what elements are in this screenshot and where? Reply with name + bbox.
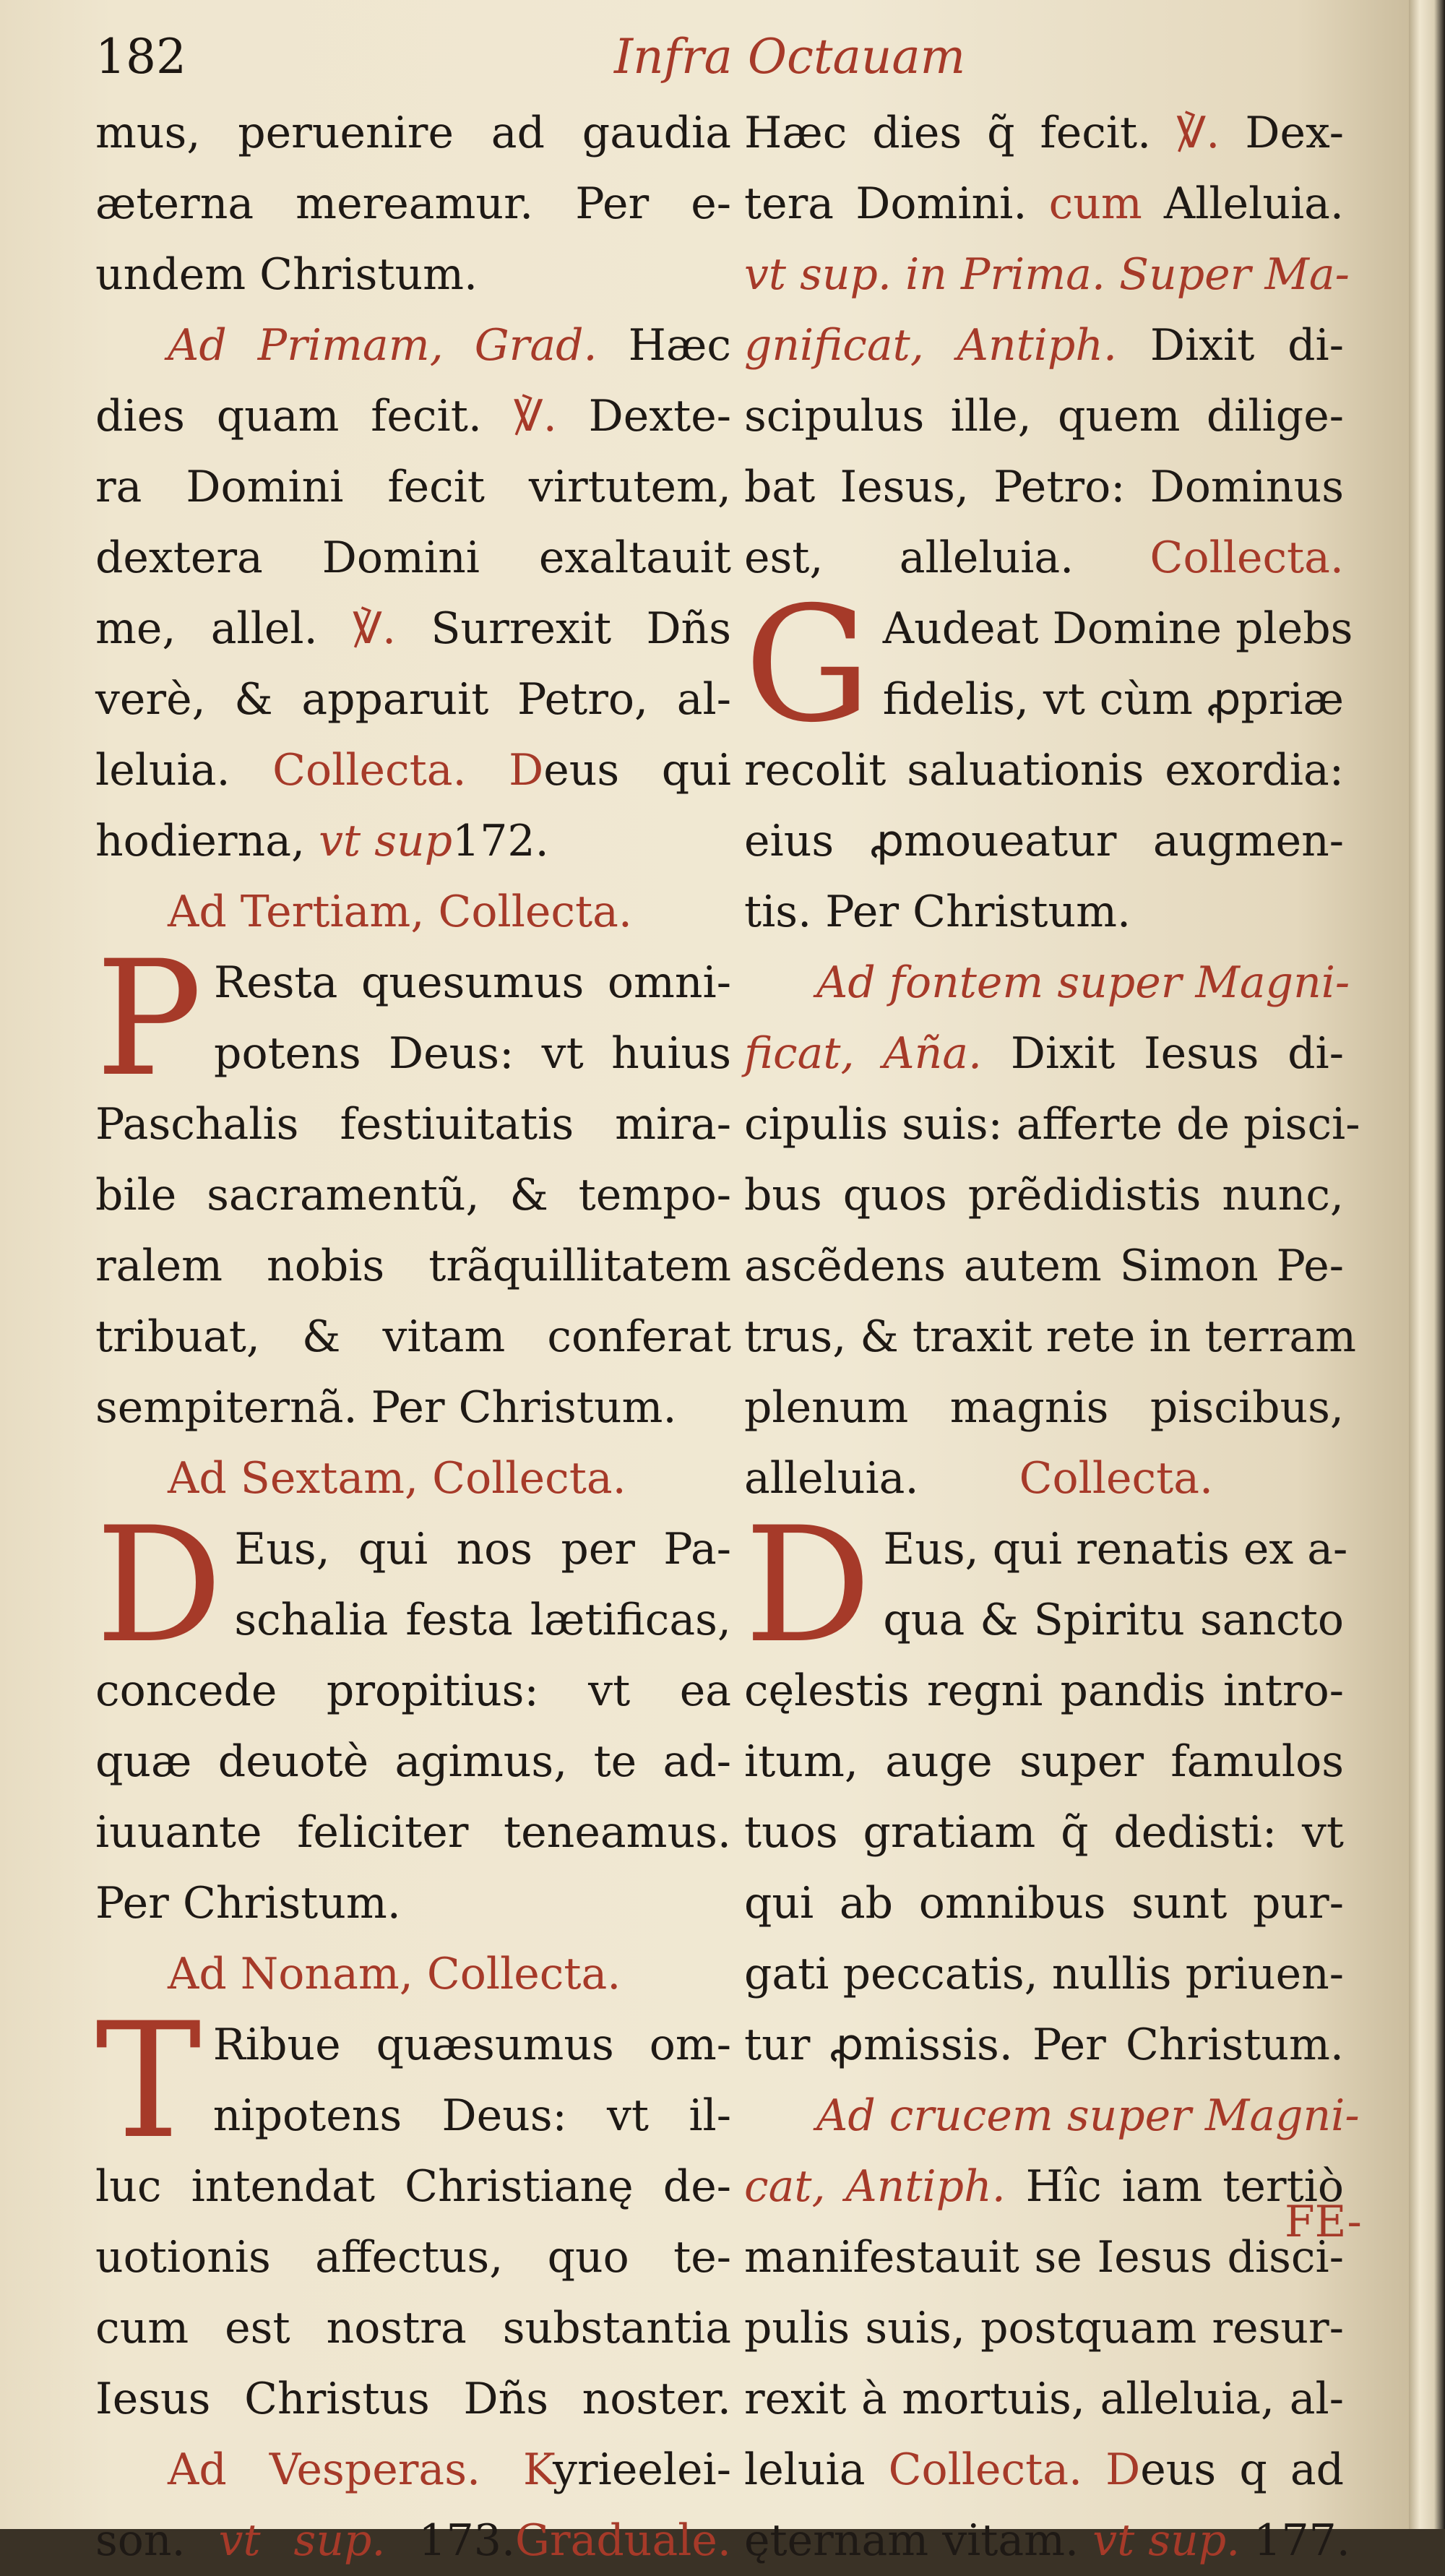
- text-line: hodierna, vt sup172.: [95, 816, 549, 866]
- text-line: itum, auge super famulos: [744, 1736, 1344, 1787]
- rubric: Graduale.: [515, 2515, 731, 2566]
- text-line: trus, & traxit rete in terram: [744, 1311, 1357, 1362]
- rubric: vt sup.: [1092, 2515, 1241, 2566]
- text-line: potens Deus: vt huius: [214, 1028, 731, 1079]
- rubric: Collecta.: [1149, 533, 1345, 583]
- drop-cap: P: [95, 926, 203, 1111]
- text-line: rexit à mortuis, alleluia, al-: [744, 2374, 1344, 2424]
- rubric: cat, Antiph.: [744, 2161, 1006, 2212]
- catchword: FE-: [1285, 2197, 1362, 2247]
- text-line: dies quam fecit. ℣. Dexte-: [95, 391, 732, 441]
- text-line: mus, peruenire ad gaudia: [95, 108, 731, 158]
- text-line: Paschalis festiuitatis mira-: [95, 1099, 731, 1150]
- text-line: Eus, qui nos per Pa-: [234, 1524, 731, 1575]
- text-line: æterna mereamur. Per e-: [95, 178, 731, 229]
- text-line: cipulis suis: afferte de pisci-: [744, 1099, 1360, 1150]
- text-line: bus quos prẽdidistis nunc,: [744, 1170, 1344, 1220]
- text-line: Ribue quæsumus om-: [212, 2020, 731, 2070]
- text-line: Iesus Christus Dñs noster.: [95, 2374, 731, 2424]
- text-line: Audeat Domine plebs: [882, 603, 1353, 654]
- text-line: uotionis affectus, quo te-: [95, 2232, 731, 2283]
- text-line: cum est nostra substantia: [95, 2303, 731, 2353]
- text-line: fidelis, vt cùm ꝓpriæ: [882, 674, 1344, 725]
- text-line: leluia Collecta. Deus q ad: [744, 2444, 1344, 2495]
- drop-cap: D: [95, 1493, 223, 1678]
- text-line: tribuat, & vitam conferat: [95, 1311, 731, 1362]
- text-line: cęlestis regni pandis intro-: [744, 1666, 1344, 1716]
- rubric: gnificat, Antiph.: [744, 320, 1118, 371]
- rubric: Ad Vesperas. K: [168, 2444, 553, 2495]
- text-line: luc intendat Christianę de-: [95, 2161, 731, 2212]
- versicle-icon: ℣.: [1176, 108, 1220, 158]
- paragraph-g: [744, 572, 1353, 947]
- rubric-line: vt sup. in Prima. Super Ma-: [744, 249, 1350, 300]
- section-heading: Ad crucem super Magni-: [816, 2090, 1360, 2141]
- section-heading: Ad Nonam, Collecta.: [168, 1949, 621, 1999]
- rubric: vt sup.: [218, 2515, 386, 2566]
- text-line: leluia. Collecta. Deus qui: [95, 745, 731, 796]
- text-line: plenum magnis piscibus,: [744, 1382, 1344, 1433]
- rubric: Collecta. D: [272, 745, 544, 796]
- rubric: ficat, Aña.: [744, 1028, 983, 1079]
- paragraph-p: [95, 926, 731, 1443]
- text-line: pulis suis, postquam resur-: [744, 2303, 1344, 2353]
- page-number: 182: [95, 29, 186, 85]
- text-line: gnificat, Antiph. Dixit di-: [744, 320, 1344, 371]
- drop-cap: D: [744, 1493, 872, 1678]
- text-line: concede propitius: vt ea: [95, 1666, 731, 1716]
- drop-cap: T: [95, 1989, 202, 2174]
- text-line: undem Christum.: [95, 249, 478, 300]
- text-line: manifestauit se Iesus disci-: [744, 2232, 1344, 2283]
- text-line: alleluia. Collecta.: [744, 1453, 1214, 1504]
- running-title: Infra Octauam: [614, 29, 966, 85]
- paragraph-d: [95, 1493, 731, 1939]
- text-line: ficat, Aña. Dixit Iesus di-: [744, 1028, 1344, 1079]
- text-line: tera Domini. cum Alleluia.: [744, 178, 1344, 229]
- rubric: vt sup: [319, 816, 453, 866]
- drop-cap: G: [744, 572, 871, 757]
- text-line: tuos gratiam q̃ dedisti: vt: [744, 1807, 1344, 1858]
- text-line: Eus, qui renatis ex a-: [883, 1524, 1348, 1575]
- text-line: qua & Spiritu sancto: [883, 1595, 1344, 1645]
- rubric: Collecta.: [1019, 1453, 1214, 1504]
- rubric: Ad Primam, Grad.: [168, 320, 598, 371]
- paragraph-d: [744, 1493, 1348, 2080]
- text-line: tis. Per Christum.: [744, 887, 1131, 937]
- text-line: ralem nobis trãquillitatem: [95, 1241, 731, 1291]
- paragraph-t: [95, 1989, 731, 2434]
- text-line: dextera Domini exaltauit: [95, 533, 731, 583]
- text-line: ra Domini fecit virtutem,: [95, 462, 731, 512]
- rubric: cum: [1048, 178, 1142, 229]
- text-line: cat, Antiph. Hîc iam tertiò: [744, 2161, 1345, 2212]
- text-line: Ad Vesperas. Kyrieelei-: [168, 2444, 731, 2495]
- text-line: iuuante feliciter teneamus.: [95, 1807, 731, 1858]
- right-column: [744, 98, 1360, 2576]
- rubric: Collecta. D: [888, 2444, 1141, 2495]
- versicle-icon: ℣.: [513, 391, 557, 441]
- text-line: sempiternã. Per Christum.: [95, 1382, 677, 1433]
- text-line: recolit saluationis exordia:: [744, 745, 1344, 796]
- text-line: nipotens Deus: vt il-: [212, 2090, 731, 2141]
- left-column: [95, 98, 731, 2576]
- text-line: Hæc dies q̃ fecit. ℣. Dex-: [744, 108, 1345, 158]
- text-line: bat Iesus, Petro: Dominus: [744, 462, 1344, 512]
- text-line: tur ꝓmissis. Per Christum.: [744, 2020, 1344, 2070]
- section-heading: Ad Tertiam, Collecta.: [168, 887, 632, 937]
- text-line: est, alleluia. Collecta.: [744, 533, 1345, 583]
- text-line: qui ab omnibus sunt pur-: [744, 1878, 1344, 1929]
- text-line: quæ deuotè agimus, te ad-: [95, 1736, 731, 1787]
- text-line: Per Christum.: [95, 1878, 401, 1929]
- section-heading: Ad fontem super Magni-: [816, 957, 1350, 1008]
- text-line: gati peccatis, nullis priuen-: [744, 1949, 1344, 1999]
- text-line: bile sacramentũ, & tempo-: [95, 1170, 731, 1220]
- text-line: Resta quesumus omni-: [214, 957, 731, 1008]
- text-line: ascẽdens autem Simon Pe-: [744, 1241, 1344, 1291]
- text-line: scipulus ille, quem dilige-: [744, 391, 1344, 441]
- text-line: Ad Primam, Grad. Hæc: [168, 320, 731, 371]
- text-line: verè, & apparuit Petro, al-: [95, 674, 731, 725]
- section-heading: Ad Sextam, Collecta.: [168, 1453, 626, 1504]
- versicle-icon: ℣.: [352, 603, 397, 654]
- text-line: schalia festa lætificas,: [234, 1595, 731, 1645]
- text-line: son. vt sup. 173.Graduale.: [95, 2515, 731, 2566]
- text-line: ęternam vitam. vt sup. 177.: [744, 2515, 1350, 2566]
- text-line: me, allel. ℣. Surrexit Dñs: [95, 603, 731, 654]
- page-edge: [1409, 0, 1445, 2529]
- text-line: eius ꝓmoueatur augmen-: [744, 816, 1344, 866]
